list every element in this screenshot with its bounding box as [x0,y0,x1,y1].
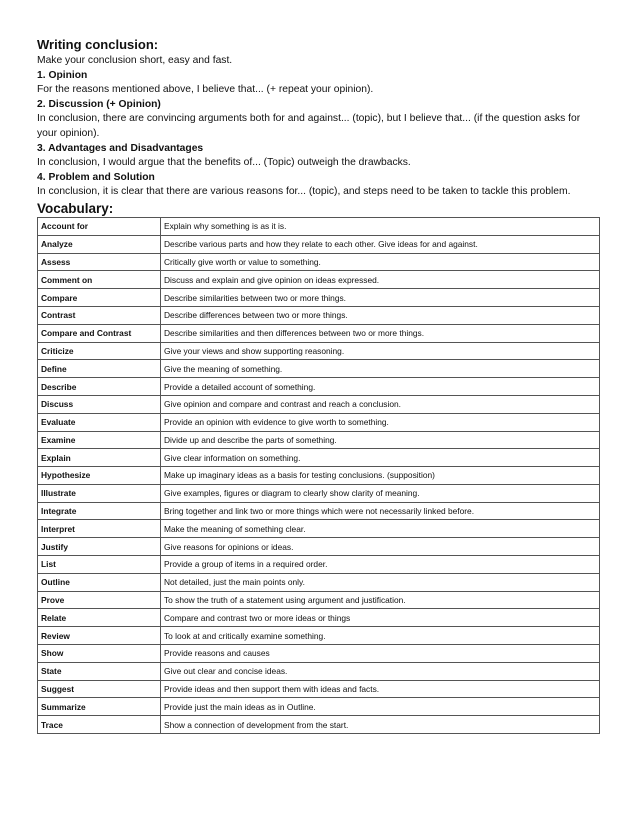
vocab-term: Evaluate [38,413,161,431]
vocab-term: Hypothesize [38,467,161,485]
table-row [38,467,600,485]
table-row [38,662,600,680]
vocab-definition: Provide an opinion with evidence to give worth to something. [161,413,600,431]
vocab-definition: Give opinion and compare and contrast and reach a conclusion. [161,395,600,413]
vocab-definition: Give clear information on something. [161,449,600,467]
vocab-term: Compare [38,289,161,307]
vocab-definition: Compare and contrast two or more ideas or things [161,609,600,627]
vocab-term: Relate [38,609,161,627]
table-row [38,271,600,289]
table-row [38,324,600,342]
vocab-term: Describe [38,378,161,396]
vocab-term: Account for [38,217,161,235]
table-row [38,716,600,734]
vocab-term: Review [38,627,161,645]
document-page [37,36,603,734]
vocab-term: Show [38,645,161,663]
vocab-term: Criticize [38,342,161,360]
section-title-discussion: 2. Discussion (+ Opinion) [37,98,161,110]
table-row [38,413,600,431]
vocab-term: Examine [38,431,161,449]
table-row [38,253,600,271]
vocab-definition: Give examples, figures or diagram to clearly show clarity of meaning. [161,484,600,502]
table-row [38,378,600,396]
section-title-opinion: 1. Opinion [37,69,88,81]
vocab-definition: Provide ideas and then support them with ideas and facts. [161,680,600,698]
vocab-definition: Describe similarities between two or more things. [161,289,600,307]
vocab-definition: Provide reasons and causes [161,645,600,663]
section-text-advantages: In conclusion, I would argue that the benefits of... (Topic) outweigh the drawbacks. [37,157,411,169]
table-row [38,680,600,698]
vocabulary-heading: Vocabulary: [37,200,114,216]
vocab-definition: Divide up and describe the parts of something. [161,431,600,449]
vocab-definition: Describe differences between two or more things. [161,306,600,324]
vocab-term: List [38,556,161,574]
vocab-term: Analyze [38,235,161,253]
vocab-definition: Describe various parts and how they relate to each other. Give ideas for and against. [161,235,600,253]
vocab-definition: Give your views and show supporting reasoning. [161,342,600,360]
vocab-term: Justify [38,538,161,556]
vocab-term: Suggest [38,680,161,698]
vocab-definition: Not detailed, just the main points only. [161,573,600,591]
table-row [38,395,600,413]
table-row [38,609,600,627]
section-text-discussion: In conclusion, there are convincing arguments both for and against... (topic), but I believe that... (if the question asks for [37,113,581,125]
vocab-term: Prove [38,591,161,609]
vocab-definition: To look at and critically examine something. [161,627,600,645]
vocab-term: Integrate [38,502,161,520]
table-row [38,342,600,360]
table-row [38,502,600,520]
vocab-definition: Provide a group of items in a required order. [161,556,600,574]
vocab-definition: Explain why something is as it is. [161,217,600,235]
vocab-definition: Show a connection of development from the start. [161,716,600,734]
vocab-definition: Provide just the main ideas as in Outline. [161,698,600,716]
table-row [38,645,600,663]
vocab-definition: Critically give worth or value to something. [161,253,600,271]
table-row [38,556,600,574]
table-row [38,449,600,467]
vocab-term: Illustrate [38,484,161,502]
vocab-term: Contrast [38,306,161,324]
table-row [38,289,600,307]
intro-text: Make your conclusion short, easy and fast. [37,55,233,66]
vocab-definition: Give out clear and concise ideas. [161,662,600,680]
table-row [38,360,600,378]
section-text-discussion-cont: your opinion). [37,127,100,139]
vocab-term: State [38,662,161,680]
vocab-definition: Make up imaginary ideas as a basis for testing conclusions. (supposition) [161,467,600,485]
page-title: Writing conclusion: [37,37,159,52]
table-row [38,484,600,502]
vocab-term: Explain [38,449,161,467]
table-row [38,538,600,556]
section-text-opinion: For the reasons mentioned above, I believe that... (+ repeat your opinion). [37,84,374,96]
vocab-definition: Give the meaning of something. [161,360,600,378]
vocab-term: Summarize [38,698,161,716]
table-row [38,698,600,716]
vocab-term: Assess [38,253,161,271]
vocabulary-table [37,217,600,734]
vocab-term: Trace [38,716,161,734]
table-row [38,627,600,645]
section-title-problem: 4. Problem and Solution [37,171,155,183]
vocab-term: Define [38,360,161,378]
vocab-definition: Bring together and link two or more things which were not necessarily linked before. [161,502,600,520]
table-row [38,573,600,591]
vocab-term: Outline [38,573,161,591]
vocab-term: Interpret [38,520,161,538]
vocab-definition: Give reasons for opinions or ideas. [161,538,600,556]
section-text-problem: In conclusion, it is clear that there are various reasons for... (topic), and steps need to be taken to tackle this problem. [37,186,571,198]
vocab-term: Discuss [38,395,161,413]
table-row [38,235,600,253]
table-row [38,520,600,538]
vocab-definition: Discuss and explain and give opinion on ideas expressed. [161,271,600,289]
vocab-term: Comment on [38,271,161,289]
vocab-definition: Provide a detailed account of something. [161,378,600,396]
vocab-definition: Describe similarities and then differences between two or more things. [161,324,600,342]
table-row [38,591,600,609]
table-row [38,217,600,235]
vocab-definition: To show the truth of a statement using argument and justification. [161,591,600,609]
vocab-term: Compare and Contrast [38,324,161,342]
section-title-advantages: 3. Advantages and Disadvantages [37,142,204,154]
table-row [38,306,600,324]
table-row [38,431,600,449]
vocab-definition: Make the meaning of something clear. [161,520,600,538]
